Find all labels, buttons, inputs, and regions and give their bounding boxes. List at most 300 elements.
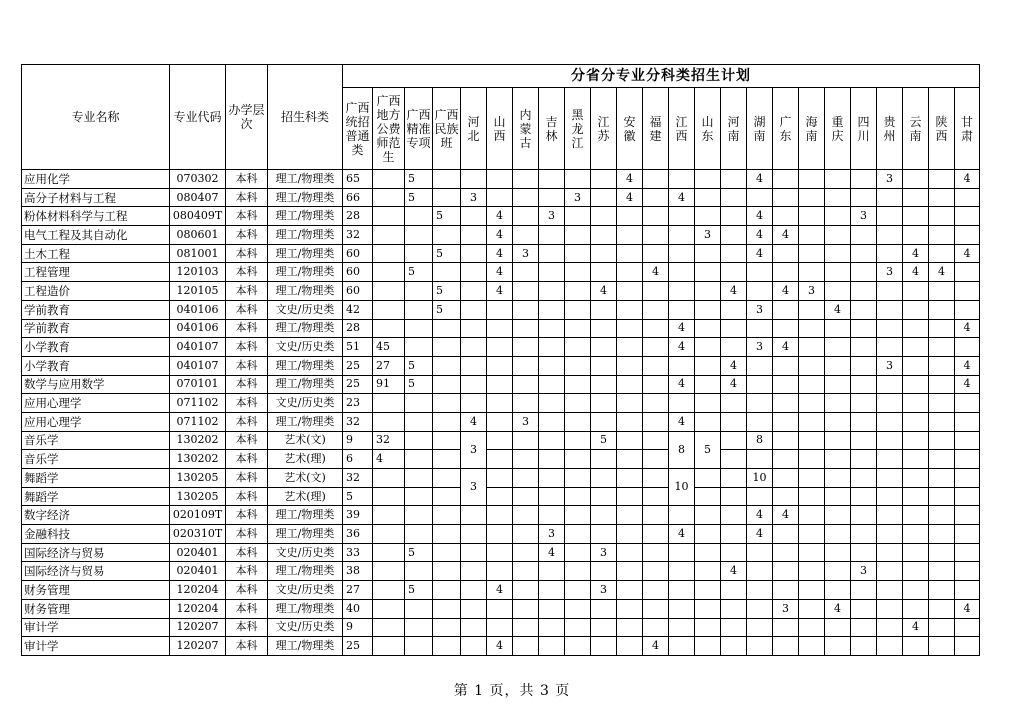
quota-cell (461, 226, 487, 245)
quota-cell: 4 (643, 263, 669, 282)
quota-cell: 27 (373, 356, 405, 375)
quota-cell (929, 356, 955, 375)
quota-cell (487, 300, 513, 319)
quota-cell (695, 543, 721, 562)
quota-cell (643, 188, 669, 207)
quota-cell (539, 170, 565, 189)
quota-cell (513, 263, 539, 282)
quota-cell (903, 394, 929, 413)
quota-cell: 4 (903, 618, 929, 637)
quota-cell (903, 356, 929, 375)
quota-cell (851, 618, 877, 637)
header-province-12: 江 西 (669, 88, 695, 170)
quota-cell (539, 506, 565, 525)
quota-cell (877, 525, 903, 544)
table-row (22, 263, 980, 282)
quota-cell (695, 506, 721, 525)
quota-cell (539, 356, 565, 375)
quota-cell (669, 581, 695, 600)
quota-cell (747, 450, 773, 469)
quota-cell (617, 300, 643, 319)
quota-cell (877, 431, 903, 450)
quota-cell (643, 282, 669, 301)
quota-cell (851, 506, 877, 525)
major-name-cell: 学前教育 (22, 319, 170, 338)
header-province-10: 安 徽 (617, 88, 643, 170)
quota-cell (513, 356, 539, 375)
quota-cell (433, 562, 461, 581)
quota-cell (617, 637, 643, 656)
quota-cell (877, 506, 903, 525)
quota-cell: 8 (747, 431, 773, 450)
quota-cell (799, 618, 825, 637)
quota-cell (773, 469, 799, 488)
quota-cell (591, 394, 617, 413)
category-cell: 文史/历史类 (268, 543, 343, 562)
quota-cell (903, 282, 929, 301)
quota-cell (487, 170, 513, 189)
table-header (22, 65, 980, 170)
quota-cell (487, 188, 513, 207)
table-row (22, 450, 980, 469)
quota-cell (851, 300, 877, 319)
quota-cell (929, 599, 955, 618)
quota-cell (373, 487, 405, 506)
quota-cell (799, 450, 825, 469)
quota-cell: 39 (343, 506, 373, 525)
level-cell: 本科 (226, 618, 268, 637)
quota-cell (799, 263, 825, 282)
quota-cell (591, 188, 617, 207)
quota-cell: 27 (343, 581, 373, 600)
quota-cell: 4 (929, 263, 955, 282)
quota-cell (433, 469, 461, 488)
quota-cell (903, 188, 929, 207)
quota-cell (851, 412, 877, 431)
major-code-cell: 020401 (170, 562, 226, 581)
header-province-1: 广西 地方 公费 师范 生 (373, 88, 405, 170)
quota-cell (877, 450, 903, 469)
quota-cell (669, 170, 695, 189)
quota-cell (433, 581, 461, 600)
quota-cell: 4 (747, 207, 773, 226)
quota-cell (825, 581, 851, 600)
category-cell: 理工/物理类 (268, 244, 343, 263)
quota-cell: 4 (903, 263, 929, 282)
quota-cell: 40 (343, 599, 373, 618)
quota-cell (773, 431, 799, 450)
header-major-name: 专业名称 (22, 65, 170, 170)
quota-cell (955, 188, 980, 207)
quota-cell: 3 (461, 431, 487, 468)
quota-cell (773, 244, 799, 263)
quota-cell (903, 170, 929, 189)
quota-cell (433, 525, 461, 544)
table-row (22, 618, 980, 637)
quota-cell (955, 431, 980, 450)
quota-cell (373, 300, 405, 319)
quota-cell (825, 543, 851, 562)
major-code-cell: 070302 (170, 170, 226, 189)
quota-cell (373, 525, 405, 544)
category-cell: 理工/物理类 (268, 226, 343, 245)
quota-cell (373, 207, 405, 226)
quota-cell (461, 319, 487, 338)
quota-cell (721, 450, 747, 469)
quota-cell (721, 207, 747, 226)
quota-cell (695, 188, 721, 207)
quota-cell (643, 469, 669, 488)
quota-cell (405, 226, 433, 245)
quota-cell (539, 244, 565, 263)
quota-cell (955, 525, 980, 544)
quota-cell (773, 487, 799, 506)
quota-cell (461, 375, 487, 394)
major-code-cell: 020401 (170, 543, 226, 562)
level-cell: 本科 (226, 375, 268, 394)
quota-cell (617, 543, 643, 562)
quota-cell: 4 (721, 562, 747, 581)
header-province-22: 陕 西 (929, 88, 955, 170)
quota-cell (799, 244, 825, 263)
quota-cell (799, 487, 825, 506)
quota-cell (773, 188, 799, 207)
quota-cell: 3 (695, 226, 721, 245)
quota-cell (799, 581, 825, 600)
quota-cell (773, 394, 799, 413)
quota-cell (643, 431, 669, 450)
quota-cell: 5 (405, 543, 433, 562)
quota-cell (903, 637, 929, 656)
quota-cell: 4 (721, 356, 747, 375)
quota-cell (929, 525, 955, 544)
quota-cell (877, 188, 903, 207)
major-code-cell: 130205 (170, 487, 226, 506)
quota-cell (433, 338, 461, 357)
quota-cell (433, 487, 461, 506)
quota-cell (405, 469, 433, 488)
quota-cell: 33 (343, 543, 373, 562)
quota-cell: 4 (487, 244, 513, 263)
level-cell: 本科 (226, 469, 268, 488)
quota-cell (799, 226, 825, 245)
quota-cell (669, 506, 695, 525)
quota-cell (721, 599, 747, 618)
category-cell: 理工/物理类 (268, 282, 343, 301)
quota-cell (539, 338, 565, 357)
quota-cell (643, 562, 669, 581)
header-province-16: 广 东 (773, 88, 799, 170)
quota-cell (695, 469, 721, 488)
table-row (22, 525, 980, 544)
quota-cell (513, 338, 539, 357)
quota-cell (955, 506, 980, 525)
category-cell: 理工/物理类 (268, 375, 343, 394)
quota-cell (643, 618, 669, 637)
quota-cell (591, 170, 617, 189)
quota-cell (903, 450, 929, 469)
header-province-18: 重 庆 (825, 88, 851, 170)
level-cell: 本科 (226, 170, 268, 189)
category-cell: 文史/历史类 (268, 581, 343, 600)
level-cell: 本科 (226, 263, 268, 282)
table-row (22, 469, 980, 488)
level-cell: 本科 (226, 338, 268, 357)
quota-cell: 3 (461, 188, 487, 207)
quota-cell: 4 (669, 412, 695, 431)
quota-cell (405, 244, 433, 263)
quota-cell (955, 487, 980, 506)
quota-cell (721, 263, 747, 282)
major-name-cell: 审计学 (22, 637, 170, 656)
major-name-cell: 小学教育 (22, 356, 170, 375)
quota-cell (373, 319, 405, 338)
quota-cell (825, 525, 851, 544)
level-cell: 本科 (226, 599, 268, 618)
quota-cell (513, 282, 539, 301)
quota-cell: 60 (343, 282, 373, 301)
quota-cell (903, 506, 929, 525)
category-cell: 艺术(理) (268, 450, 343, 469)
major-name-cell: 应用心理学 (22, 412, 170, 431)
quota-cell (513, 394, 539, 413)
quota-cell (929, 637, 955, 656)
quota-cell: 10 (747, 469, 773, 488)
quota-cell (405, 300, 433, 319)
header-major-code: 专业代码 (170, 65, 226, 170)
quota-cell (565, 282, 591, 301)
quota-cell (373, 581, 405, 600)
quota-cell (721, 319, 747, 338)
quota-cell (565, 599, 591, 618)
quota-cell (461, 282, 487, 301)
quota-cell (513, 431, 539, 450)
quota-cell: 4 (669, 319, 695, 338)
quota-cell (643, 207, 669, 226)
quota-cell (799, 506, 825, 525)
major-name-cell: 数学与应用数学 (22, 375, 170, 394)
quota-cell (747, 581, 773, 600)
table-row (22, 394, 980, 413)
major-name-cell: 金融科技 (22, 525, 170, 544)
major-name-cell: 舞蹈学 (22, 487, 170, 506)
quota-cell (747, 188, 773, 207)
category-cell: 艺术(文) (268, 431, 343, 450)
category-cell: 文史/历史类 (268, 338, 343, 357)
quota-cell (565, 637, 591, 656)
quota-cell (433, 543, 461, 562)
quota-cell: 42 (343, 300, 373, 319)
quota-cell (591, 263, 617, 282)
quota-cell (851, 319, 877, 338)
quota-cell (721, 637, 747, 656)
quota-cell: 4 (617, 188, 643, 207)
major-code-cell: 130202 (170, 431, 226, 450)
quota-cell (773, 637, 799, 656)
quota-cell (591, 599, 617, 618)
quota-cell: 4 (773, 338, 799, 357)
quota-cell (617, 375, 643, 394)
quota-cell (643, 412, 669, 431)
quota-cell (405, 319, 433, 338)
quota-cell (695, 412, 721, 431)
quota-cell (565, 226, 591, 245)
quota-cell (461, 599, 487, 618)
quota-cell (851, 525, 877, 544)
quota-cell (405, 282, 433, 301)
table-row (22, 637, 980, 656)
table-row (22, 599, 980, 618)
quota-cell (955, 263, 980, 282)
quota-cell (373, 506, 405, 525)
quota-cell (591, 637, 617, 656)
quota-cell (825, 469, 851, 488)
quota-cell (825, 412, 851, 431)
quota-cell (669, 394, 695, 413)
quota-cell (539, 263, 565, 282)
quota-cell (929, 319, 955, 338)
quota-cell (773, 525, 799, 544)
quota-cell (851, 431, 877, 450)
quota-cell: 3 (851, 207, 877, 226)
major-name-cell: 小学教育 (22, 338, 170, 357)
quota-cell (461, 637, 487, 656)
quota-cell: 8 (669, 431, 695, 468)
quota-cell (669, 356, 695, 375)
quota-cell (773, 375, 799, 394)
quota-cell (695, 581, 721, 600)
quota-cell (721, 543, 747, 562)
quota-cell (433, 170, 461, 189)
quota-cell (487, 431, 513, 450)
major-code-cell: 040107 (170, 338, 226, 357)
header-province-13: 山 东 (695, 88, 721, 170)
table-row (22, 300, 980, 319)
quota-cell: 32 (343, 412, 373, 431)
major-code-cell: 040106 (170, 300, 226, 319)
quota-cell (877, 300, 903, 319)
quota-cell (565, 319, 591, 338)
quota-cell (513, 618, 539, 637)
quota-cell: 4 (487, 226, 513, 245)
quota-cell (851, 469, 877, 488)
quota-cell: 4 (903, 244, 929, 263)
quota-cell (851, 637, 877, 656)
quota-cell (617, 282, 643, 301)
quota-cell: 3 (851, 562, 877, 581)
quota-cell (487, 562, 513, 581)
quota-cell: 32 (343, 469, 373, 488)
quota-cell: 4 (461, 412, 487, 431)
quota-cell (851, 599, 877, 618)
quota-cell (373, 637, 405, 656)
quota-cell (955, 300, 980, 319)
quota-cell (825, 487, 851, 506)
quota-cell (461, 244, 487, 263)
major-name-cell: 应用化学 (22, 170, 170, 189)
quota-cell: 28 (343, 319, 373, 338)
quota-cell: 4 (955, 319, 980, 338)
category-cell: 文史/历史类 (268, 300, 343, 319)
quota-cell (773, 207, 799, 226)
quota-cell: 3 (877, 263, 903, 282)
quota-cell (405, 338, 433, 357)
quota-cell (903, 581, 929, 600)
quota-cell: 4 (747, 525, 773, 544)
quota-cell (773, 581, 799, 600)
quota-cell (513, 300, 539, 319)
major-code-cell: 040107 (170, 356, 226, 375)
quota-cell: 5 (405, 375, 433, 394)
table-row (22, 170, 980, 189)
quota-cell (903, 207, 929, 226)
quota-cell (695, 562, 721, 581)
quota-cell (851, 338, 877, 357)
quota-cell (539, 300, 565, 319)
quota-cell (851, 450, 877, 469)
quota-cell: 4 (747, 170, 773, 189)
quota-cell (695, 637, 721, 656)
quota-cell (565, 487, 591, 506)
quota-cell (461, 263, 487, 282)
quota-cell (799, 356, 825, 375)
quota-cell: 28 (343, 207, 373, 226)
level-cell: 本科 (226, 450, 268, 469)
quota-cell (539, 637, 565, 656)
quota-cell: 4 (721, 282, 747, 301)
quota-cell (799, 394, 825, 413)
quota-cell (565, 543, 591, 562)
header-province-0: 广西 统招 普通 类 (343, 88, 373, 170)
quota-cell (539, 412, 565, 431)
quota-cell (405, 618, 433, 637)
quota-cell (799, 188, 825, 207)
quota-cell (929, 487, 955, 506)
quota-cell (825, 637, 851, 656)
quota-cell (565, 581, 591, 600)
quota-cell (799, 469, 825, 488)
quota-cell (773, 450, 799, 469)
quota-cell (851, 226, 877, 245)
quota-cell (617, 525, 643, 544)
header-plan-title: 分省分专业分科类招生计划 (343, 65, 980, 88)
quota-cell (825, 170, 851, 189)
quota-cell: 66 (343, 188, 373, 207)
quota-cell (695, 618, 721, 637)
quota-cell: 23 (343, 394, 373, 413)
quota-cell (721, 581, 747, 600)
level-cell: 本科 (226, 356, 268, 375)
quota-cell (747, 412, 773, 431)
major-name-cell: 音乐学 (22, 431, 170, 450)
header-subject-category: 招生科类 (268, 65, 343, 170)
quota-cell (539, 599, 565, 618)
quota-cell (747, 543, 773, 562)
quota-cell (405, 525, 433, 544)
major-name-cell: 舞蹈学 (22, 469, 170, 488)
quota-cell (851, 356, 877, 375)
quota-cell (487, 375, 513, 394)
level-cell: 本科 (226, 394, 268, 413)
quota-cell (955, 282, 980, 301)
quota-cell: 3 (591, 543, 617, 562)
category-cell: 理工/物理类 (268, 319, 343, 338)
quota-cell: 3 (877, 356, 903, 375)
quota-cell (851, 170, 877, 189)
quota-cell: 5 (433, 244, 461, 263)
quota-cell (461, 543, 487, 562)
major-name-cell: 高分子材料与工程 (22, 188, 170, 207)
